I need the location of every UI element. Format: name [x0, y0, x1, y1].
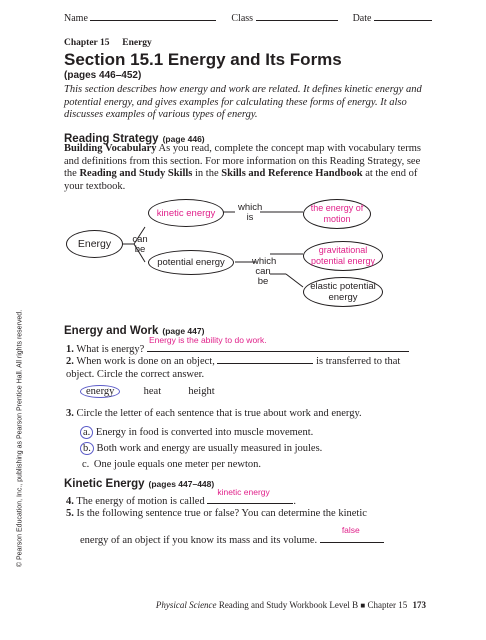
footer-book-title: Physical Science	[155, 600, 217, 610]
strategy-bold-2: Skills and Reference Handbook	[221, 168, 363, 179]
choice-heat[interactable]: heat	[143, 386, 162, 397]
question-2	[66, 355, 428, 381]
q1-text: What is energy?	[76, 344, 145, 355]
q3-text-c: One joule equals one meter per newton.	[93, 459, 261, 470]
footer-bullet-icon: ■	[360, 601, 366, 610]
choice-height[interactable]: height	[188, 386, 215, 397]
elastic-node-label: elastic potential energy	[310, 281, 376, 303]
reading-strategy-pages: (page 446)	[162, 134, 205, 144]
q3-letter-b[interactable]: b.	[80, 442, 94, 455]
q4-number: 4.	[66, 496, 74, 507]
copyright-note: © Pearson Education, Inc., publishing as Pearson Prentice Hall. All rights reserved.	[16, 309, 24, 568]
class-label: Class	[231, 13, 254, 24]
q3-option-a	[80, 427, 313, 438]
q3-number: 3.	[66, 408, 74, 419]
map-node-gravitational	[303, 241, 383, 271]
q3-text-a: Energy in food is converted into muscle movement.	[95, 427, 314, 438]
footer-workbook: Reading and Study Workbook Level B	[218, 600, 359, 610]
q2-text-b: is transferred to that object. Circle the correct answer.	[66, 356, 401, 380]
q4-text: The energy of motion is called	[76, 496, 205, 507]
q3-option-c	[80, 459, 261, 470]
map-node-elastic	[303, 277, 383, 307]
potential-node-label: potential energy	[157, 257, 225, 268]
energy-work-title: Energy and Work	[64, 325, 159, 337]
kinetic-energy-pages: (pages 447–448)	[148, 479, 215, 489]
question-5-line-2	[80, 525, 384, 546]
reading-strategy-title: Reading Strategy	[64, 133, 159, 145]
q3-text-b: Both work and energy are usually measured in joules.	[96, 443, 323, 454]
map-node-kinetic-energy	[148, 199, 224, 227]
map-link-which-is: which is	[238, 202, 263, 223]
question-1	[66, 335, 409, 355]
q3-letter-c[interactable]: c.	[82, 459, 90, 470]
kinetic-energy-heading	[64, 474, 214, 492]
map-node-potential-energy	[148, 250, 234, 275]
energy-node-label: Energy	[77, 237, 112, 250]
q2-answer-field[interactable]	[217, 363, 313, 364]
question-4: 4. The energy of motion is called kinetic energy .	[66, 487, 296, 507]
strategy-lead: Building Vocabulary	[64, 143, 157, 154]
chapter-label: Chapter 15	[64, 38, 110, 48]
strategy-text-1: As you read, complete the concept map with vocabulary terms and definitions from this section. For more information on this Reading Strategy, see the	[64, 143, 421, 179]
chapter-title: Energy	[122, 38, 152, 48]
map-link-can-be: can be	[132, 234, 148, 255]
strategy-bold-1: Reading and Study Skills	[79, 168, 193, 179]
q3-text: Circle the letter of each sentence that is true about work and energy.	[76, 408, 362, 419]
strategy-text-3: at the end of your textbook.	[64, 168, 418, 192]
q5-text-b: energy of an object if you know its mass and its volume.	[80, 535, 318, 546]
choice-energy[interactable]: energy	[80, 385, 120, 398]
q5-number: 5.	[66, 508, 74, 519]
footer-chapter: Chapter 15	[367, 600, 408, 610]
q1-answer: Energy is the ability to do work.	[148, 335, 267, 345]
section-title: Section 15.1 Energy and Its Forms	[64, 50, 342, 69]
gravitational-node-answer: gravitational potential energy	[310, 245, 376, 266]
q2-choices	[80, 386, 215, 397]
q2-text-a: When work is done on an object,	[76, 356, 215, 367]
map-node-motion	[303, 199, 371, 229]
map-link-which-can-be: which can be	[252, 256, 277, 287]
q2-number: 2.	[66, 356, 74, 367]
question-5	[66, 508, 367, 519]
section-intro: This section describes how energy and work are related. It defines kinetic energy and potential energy, and gives examples for calculating these forms of energy. It also discusses examples of various types of energy.	[64, 84, 422, 120]
section-pages: (pages 446–452)	[64, 70, 142, 81]
page-footer	[150, 600, 426, 610]
q5-text-a: Is the following sentence true or false? You can determine the kinetic	[76, 508, 367, 519]
name-label: Name	[64, 13, 88, 24]
q1-number: 1.	[66, 344, 74, 355]
strategy-text-2: in the	[195, 168, 219, 179]
q5-answer-field[interactable]	[320, 525, 384, 543]
motion-node-answer: the energy of motion	[310, 203, 364, 224]
q1-answer-field[interactable]	[147, 335, 409, 352]
date-label: Date	[352, 13, 372, 24]
question-3	[66, 408, 362, 419]
q4-answer-field[interactable]	[207, 487, 293, 504]
kinetic-node-answer: kinetic energy	[156, 207, 216, 219]
q3-option-b	[80, 443, 322, 454]
q3-letter-a[interactable]: a.	[80, 426, 93, 439]
q4-answer: kinetic energy	[217, 487, 270, 497]
q5-answer: false	[341, 525, 360, 535]
map-node-energy	[66, 230, 123, 258]
page-number: 173	[412, 600, 426, 610]
energy-work-pages: (page 447)	[162, 326, 205, 336]
kinetic-energy-title: Kinetic Energy	[64, 478, 145, 490]
